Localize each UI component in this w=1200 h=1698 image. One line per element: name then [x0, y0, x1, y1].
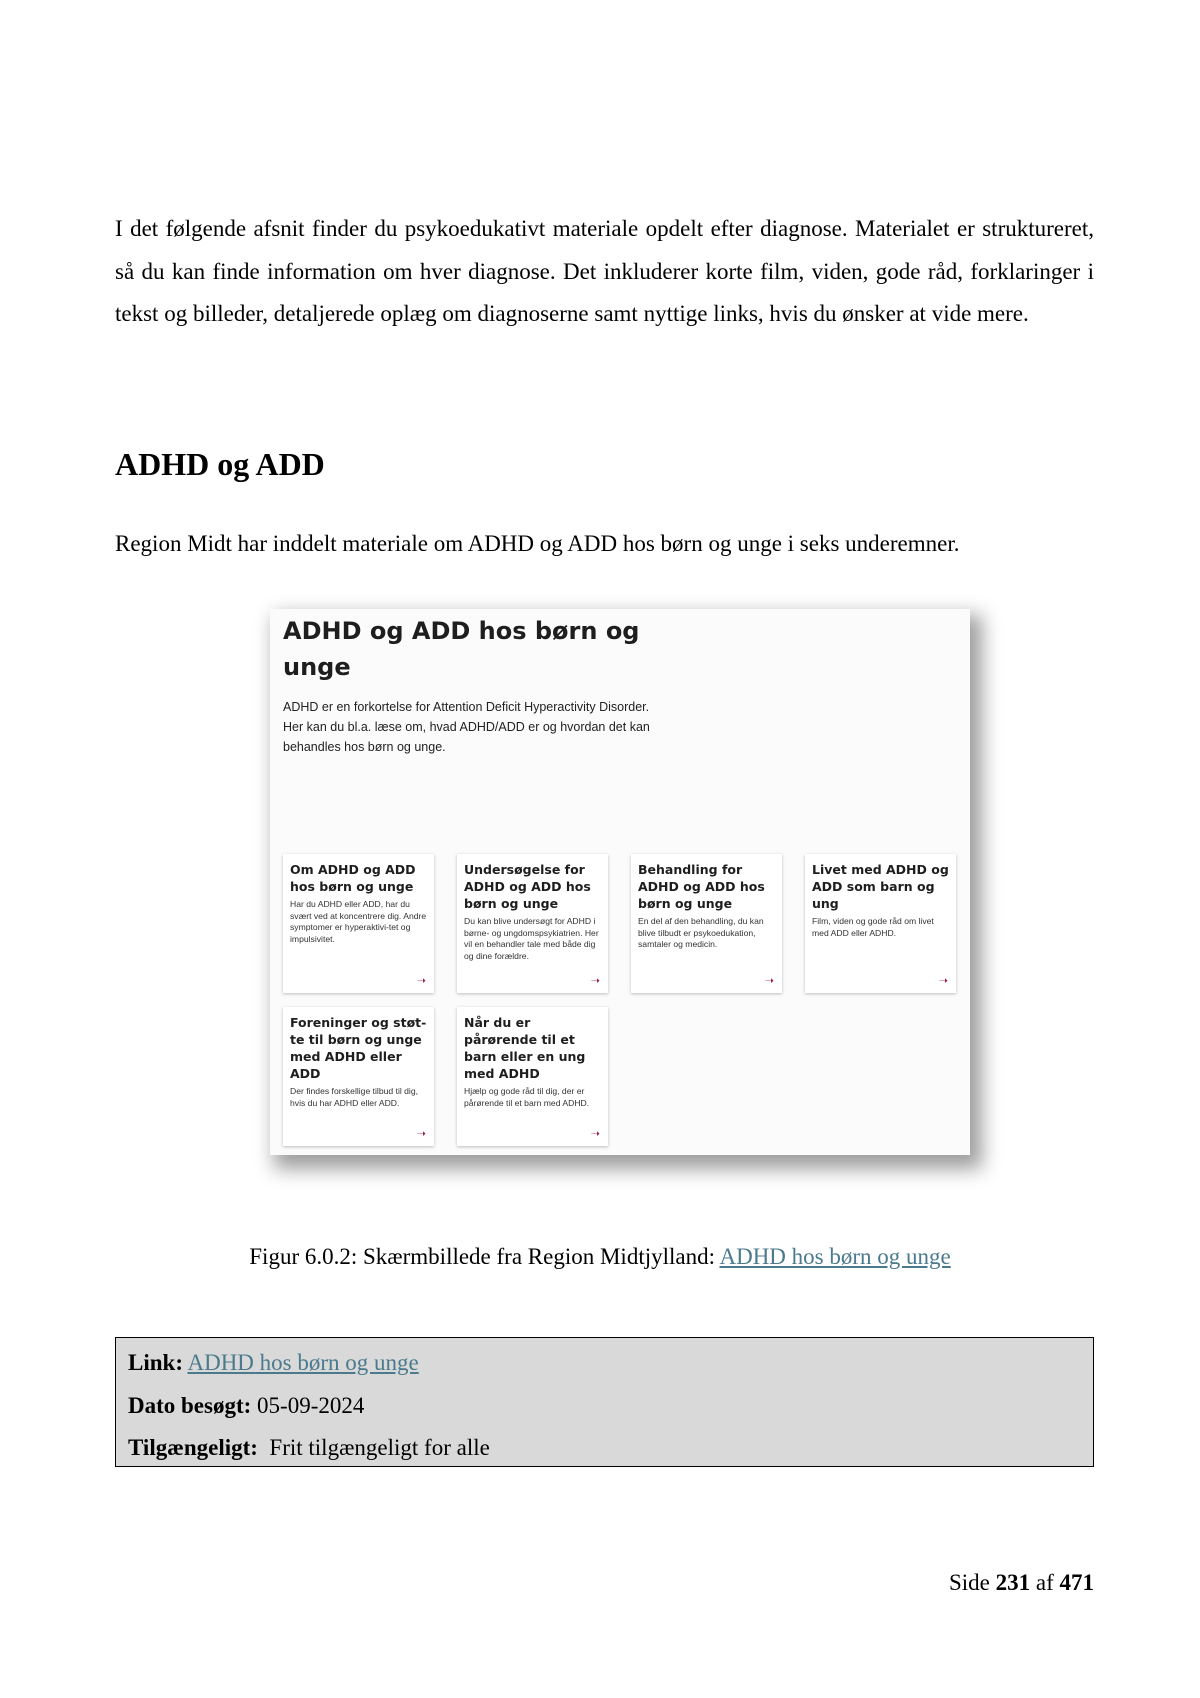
- card-text: Der findes forskellige tilbud til dig, hvis du har ADHD eller ADD.: [290, 1086, 419, 1108]
- info-box: [115, 1337, 1094, 1467]
- topic-card[interactable]: [283, 1007, 434, 1146]
- figure-title: ADHD og ADD hos børn og unge: [283, 617, 640, 681]
- link-label: Link:: [128, 1350, 183, 1375]
- section-lead: Region Midt har inddelt materiale om ADHD og ADD hos børn og unge i seks underemner.: [115, 531, 960, 556]
- info-link-row: [128, 1342, 1093, 1385]
- card-title: Undersøgelse for ADHD og ADD hos børn og unge: [464, 862, 591, 911]
- arrow-right-icon[interactable]: ➝: [764, 974, 774, 987]
- topic-card[interactable]: [457, 854, 608, 993]
- page-current: 231: [995, 1570, 1031, 1595]
- caption-prefix: Figur 6.0.2: Skærmbillede fra Region Midtjylland:: [249, 1244, 720, 1269]
- page-prefix: Side: [948, 1570, 990, 1595]
- card-text: Du kan blive undersøgt for ADHD i børne- og ungdomspsykiatrien. Her vil en behandler tale med både dig og dine forældre.: [464, 916, 599, 961]
- topic-card[interactable]: [457, 1007, 608, 1146]
- info-date-row: [128, 1385, 1093, 1428]
- card-title: Foreninger og støt-te til børn og unge med ADHD eller ADD: [290, 1015, 427, 1081]
- section-heading: ADHD og ADD: [115, 446, 325, 482]
- page-number: [949, 1567, 1094, 1599]
- info-link[interactable]: ADHD hos børn og unge: [187, 1350, 419, 1375]
- figure-caption: [0, 1241, 1200, 1273]
- card-title: Behandling for ADHD og ADD hos børn og unge: [638, 862, 765, 911]
- figure-screenshot: [270, 609, 970, 1155]
- topic-card[interactable]: [805, 854, 956, 993]
- topic-card[interactable]: [283, 854, 434, 993]
- access-label: Tilgængeligt:: [128, 1435, 258, 1460]
- card-text: Film, viden og gode råd om livet med ADD eller ADHD.: [812, 916, 934, 938]
- caption-link[interactable]: ADHD hos børn og unge: [719, 1244, 951, 1269]
- intro-paragraph: I det følgende afsnit finder du psykoedukativt materiale opdelt efter diagnose. Materialet er struktureret, så du kan finde information om hver diagnose. Det inkluderer korte film, viden, gode råd, forklaringer i tekst og billeder, detaljerede oplæg om diagnoserne samt nyttige links, hvis du ønsker at vide mere.: [115, 216, 1094, 326]
- card-title: Livet med ADHD og ADD som barn og ung: [812, 862, 949, 911]
- page-total: 471: [1059, 1570, 1094, 1595]
- arrow-right-icon[interactable]: ➝: [416, 974, 426, 987]
- info-access-row: [128, 1427, 1093, 1470]
- arrow-right-icon[interactable]: ➝: [416, 1127, 426, 1140]
- arrow-right-icon[interactable]: ➝: [590, 974, 600, 987]
- card-text: Hjælp og gode råd til dig, der er pårørende til et barn med ADHD.: [464, 1086, 590, 1108]
- arrow-right-icon[interactable]: ➝: [590, 1127, 600, 1140]
- page-of: af: [1035, 1570, 1054, 1595]
- date-label: Dato besøgt:: [128, 1392, 252, 1418]
- card-title: Når du er pårørende til et barn eller en ung med ADHD: [464, 1015, 586, 1081]
- card-text: Har du ADHD eller ADD, har du svært ved at koncentrere dig. Andre symptomer er hyperaktivi-tet og impulsivitet.: [290, 899, 427, 944]
- arrow-right-icon[interactable]: ➝: [938, 974, 948, 987]
- access-value: Frit tilgængeligt for alle: [269, 1435, 490, 1460]
- card-text: En del af den behandling, du kan blive tilbudt er psykoedukation, samtaler og medicin.: [638, 916, 764, 949]
- topic-card[interactable]: [631, 854, 782, 993]
- card-title: Om ADHD og ADD hos børn og unge: [290, 862, 416, 894]
- date-value: 05-09-2024: [257, 1392, 365, 1418]
- figure-description: ADHD er en forkortelse for Attention Deficit Hyperactivity Disorder. Her kan du bl.a. læse om, hvad ADHD/ADD er og hvordan det kan behandles hos børn og unge.: [283, 700, 650, 754]
